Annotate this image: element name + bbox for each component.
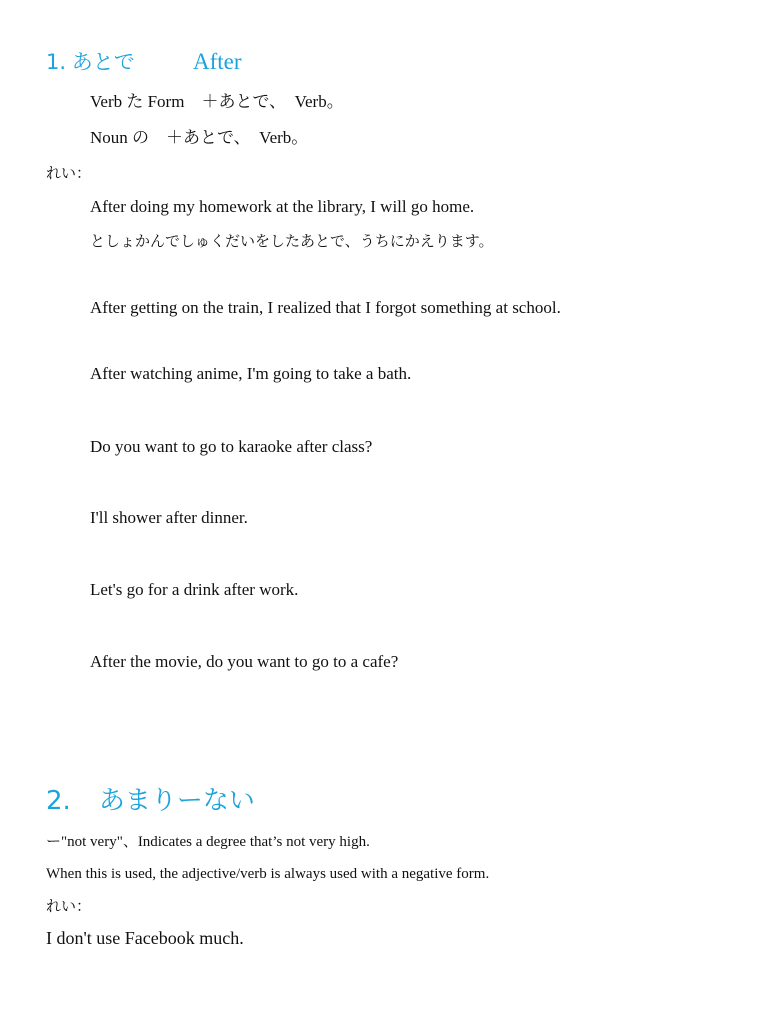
- example-3: After watching anime, I'm going to take a bath.: [90, 364, 412, 383]
- example-1-jp: としょかんでしゅくだいをしたあとで、うちにかえります。: [90, 232, 494, 250]
- section2-example-1: I don't use Facebook much.: [46, 928, 244, 948]
- example-2: After getting on the train, I realized that I forgot something at school.: [90, 298, 561, 317]
- section2-title-jp: あまりーない: [98, 786, 255, 816]
- pattern-verb: Verb た Form ＋あとで、 Verb。: [90, 92, 344, 111]
- example-4: Do you want to go to karaoke after class?: [90, 437, 373, 456]
- section1-number: 1.: [46, 50, 67, 74]
- pattern-noun: Noun の ＋あとで、 Verb。: [90, 128, 309, 147]
- section1-title-en: After: [193, 49, 242, 74]
- example-label-2: れい：: [46, 897, 92, 915]
- section1-title-jp: あとで: [71, 50, 135, 74]
- example-1: After doing my homework at the library, I will go home.: [90, 197, 475, 216]
- section2-heading: [46, 785, 255, 817]
- section1-heading: [46, 49, 242, 75]
- section2-number: 2.: [46, 786, 71, 816]
- section2-note: When this is used, the adjective/verb is always used with a negative form.: [46, 866, 490, 882]
- section2-description: ー"not very"、Indicates a degree that’s not very high.: [46, 834, 370, 850]
- example-7: After the movie, do you want to go to a cafe?: [90, 652, 399, 671]
- example-6: Let's go for a drink after work.: [90, 580, 299, 599]
- example-label-1: れい：: [46, 164, 92, 182]
- example-5: I'll shower after dinner.: [90, 508, 248, 527]
